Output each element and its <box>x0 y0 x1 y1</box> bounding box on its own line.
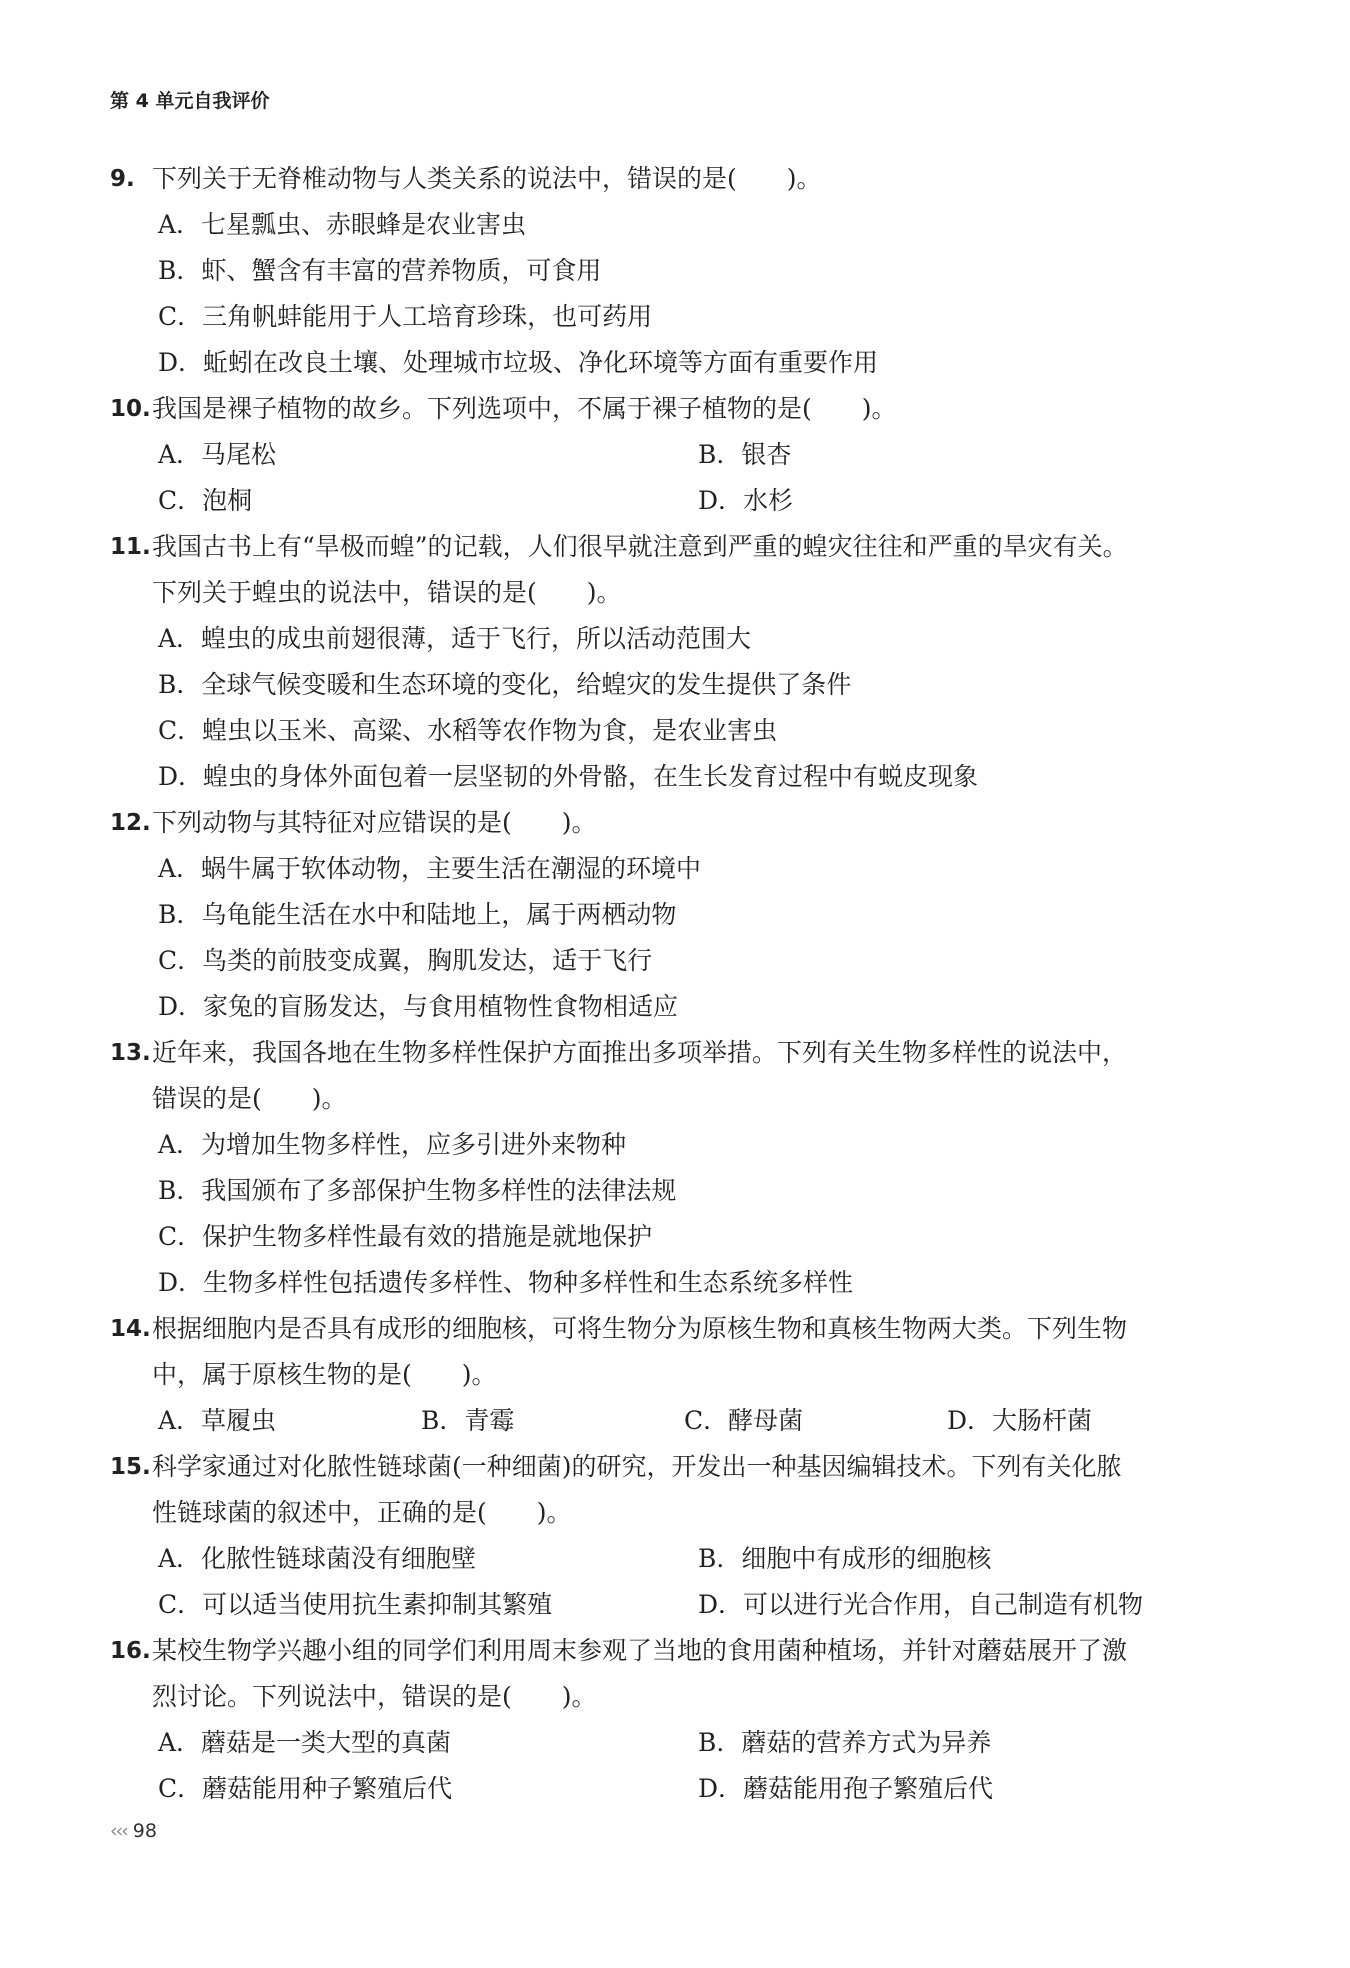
option-a: A．蜗牛属于软体动物，主要生活在潮湿的环境中 <box>158 854 702 883</box>
option-c: C．酵母菌 <box>684 1406 804 1435</box>
options <box>152 846 1260 1030</box>
question-stem: 我国是裸子植物的故乡。下列选项中，不属于裸子植物的是( )。 <box>152 394 897 423</box>
question-number: 15. <box>110 1454 151 1480</box>
page-number: 98 <box>132 1820 157 1842</box>
question-stem: 中，属于原核生物的是( )。 <box>152 1360 497 1389</box>
option-d: D．家兔的盲肠发达，与食用植物性食物相适应 <box>158 992 679 1021</box>
options <box>152 202 1260 386</box>
question-11 <box>110 524 1260 800</box>
options <box>152 1536 1260 1628</box>
option-a: A．草履虫 <box>158 1406 277 1435</box>
question-stem: 科学家通过对化脓性链球菌(一种细菌)的研究，开发出一种基因编辑技术。下列有关化脓 <box>152 1452 1122 1481</box>
question-list <box>110 156 1260 1812</box>
question-12 <box>110 800 1260 1030</box>
question-stem: 某校生物学兴趣小组的同学们利用周末参观了当地的食用菌种植场，并针对蘑菇展开了激 <box>152 1636 1128 1665</box>
option-d: D．大肠杆菌 <box>947 1406 1093 1435</box>
question-stem: 我国古书上有“旱极而蝗”的记载，人们很早就注意到严重的蝗灾往往和严重的旱灾有关。 <box>152 532 1128 561</box>
option-a: A．蝗虫的成虫前翅很薄，适于飞行，所以活动范围大 <box>158 624 752 653</box>
options <box>152 1720 1260 1812</box>
option-c: C．蝗虫以玉米、高粱、水稻等农作物为食，是农业害虫 <box>158 716 778 745</box>
question-number: 16. <box>110 1638 151 1664</box>
question-14 <box>110 1306 1260 1444</box>
question-15 <box>110 1444 1260 1628</box>
question-number: 10. <box>110 396 151 422</box>
option-d: D．蚯蚓在改良土壤、处理城市垃圾、净化环境等方面有重要作用 <box>158 348 879 377</box>
option-c: C．三角帆蚌能用于人工培育珍珠，也可药用 <box>158 302 653 331</box>
question-stem: 近年来，我国各地在生物多样性保护方面推出多项举措。下列有关生物多样性的说法中， <box>152 1038 1128 1067</box>
question-number: 11. <box>110 534 151 560</box>
page-arrows: ‹‹‹ <box>110 1820 127 1842</box>
question-stem: 错误的是( )。 <box>152 1084 347 1113</box>
option-d: D．水杉 <box>698 486 794 515</box>
question-number: 13. <box>110 1040 151 1066</box>
option-b: B．蘑菇的营养方式为异养 <box>698 1728 992 1757</box>
options <box>152 1122 1260 1306</box>
question-13 <box>110 1030 1260 1306</box>
question-stem: 根据细胞内是否具有成形的细胞核，可将生物分为原核生物和真核生物两大类。下列生物 <box>152 1314 1128 1343</box>
option-d: D．蝗虫的身体外面包着一层坚韧的外骨骼，在生长发育过程中有蜕皮现象 <box>158 762 979 791</box>
question-9 <box>110 156 1260 386</box>
option-c: C．保护生物多样性最有效的措施是就地保护 <box>158 1222 653 1251</box>
question-stem: 下列关于无脊椎动物与人类关系的说法中，错误的是( )。 <box>152 164 822 193</box>
option-b: B．我国颁布了多部保护生物多样性的法律法规 <box>158 1176 677 1205</box>
option-b: B．全球气候变暖和生态环境的变化，给蝗灾的发生提供了条件 <box>158 670 852 699</box>
option-a: A．为增加生物多样性，应多引进外来物种 <box>158 1130 627 1159</box>
question-16 <box>110 1628 1260 1812</box>
option-d: D．蘑菇能用孢子繁殖后代 <box>698 1774 994 1803</box>
option-c: C．鸟类的前肢变成翼，胸肌发达，适于飞行 <box>158 946 653 975</box>
option-d: D．生物多样性包括遗传多样性、物种多样性和生态系统多样性 <box>158 1268 854 1297</box>
question-stem: 烈讨论。下列说法中，错误的是( )。 <box>152 1682 597 1711</box>
option-c: C．泡桐 <box>158 486 253 515</box>
option-a: A．马尾松 <box>158 440 277 469</box>
option-c: C．蘑菇能用种子繁殖后代 <box>158 1774 453 1803</box>
question-stem: 下列动物与其特征对应错误的是( )。 <box>152 808 597 837</box>
question-number: 14. <box>110 1316 151 1342</box>
option-b: B．青霉 <box>421 1406 515 1435</box>
options <box>152 1398 1260 1444</box>
question-number: 9. <box>110 166 135 192</box>
option-c: C．可以适当使用抗生素抑制其繁殖 <box>158 1590 553 1619</box>
unit-header: 第 4 单元自我评价 <box>110 90 270 112</box>
option-b: B．银杏 <box>698 440 792 469</box>
option-b: B．细胞中有成形的细胞核 <box>698 1544 992 1573</box>
option-a: A．化脓性链球菌没有细胞壁 <box>158 1544 477 1573</box>
question-number: 12. <box>110 810 151 836</box>
page-footer <box>110 1820 157 1842</box>
option-a: A．蘑菇是一类大型的真菌 <box>158 1728 452 1757</box>
options <box>152 432 1260 524</box>
question-10 <box>110 386 1260 524</box>
option-a: A．七星瓢虫、赤眼蜂是农业害虫 <box>158 210 527 239</box>
option-b: B．虾、蟹含有丰富的营养物质，可食用 <box>158 256 602 285</box>
option-b: B．乌龟能生活在水中和陆地上，属于两栖动物 <box>158 900 677 929</box>
question-stem: 性链球菌的叙述中，正确的是( )。 <box>152 1498 572 1527</box>
options <box>152 616 1260 800</box>
option-d: D．可以进行光合作用，自己制造有机物 <box>698 1590 1144 1619</box>
question-stem: 下列关于蝗虫的说法中，错误的是( )。 <box>152 578 622 607</box>
